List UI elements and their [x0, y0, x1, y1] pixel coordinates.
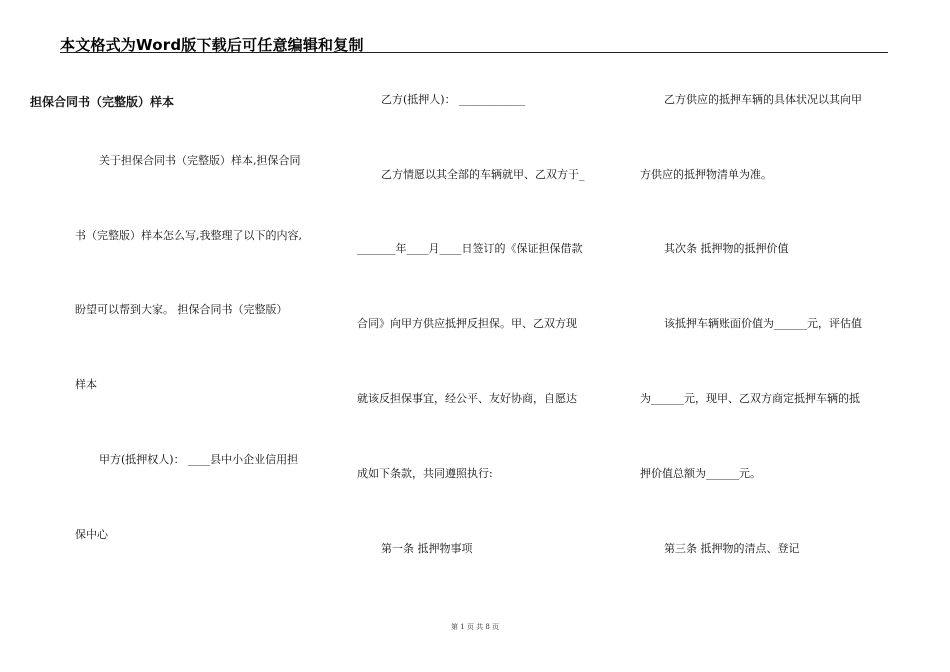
text-column-3 [640, 0, 898, 640]
paragraph-line: 书（完整版）样本怎么写,我整理了以下的内容, [75, 229, 302, 242]
page-number: 第 1 页 共 8 页 [450, 623, 500, 631]
paragraph-line: 方供应的抵押物清单为准。 [640, 168, 772, 181]
paragraph-line: 乙方(抵押人)： ____________ [381, 93, 526, 106]
paragraph-line: _______年____月____日签订的《保证担保借款 [357, 242, 583, 255]
paragraph-line: 乙方情愿以其全部的车辆就甲、乙双方于_ [381, 168, 585, 181]
paragraph-line: 合同》向甲方供应抵押反担保。甲、乙双方现 [357, 317, 577, 330]
text-column-2 [357, 0, 615, 640]
paragraph-line: 为______元，现甲、乙双方商定抵押车辆的抵 [640, 392, 860, 405]
header-title: 本文格式为Word版下载后可任意编辑和复制 [60, 36, 364, 54]
paragraph-line: 保中心 [75, 528, 108, 541]
paragraph-line: 样本 [75, 378, 97, 391]
paragraph-line: 押价值总额为______元。 [640, 467, 761, 480]
section-heading: 第一条 抵押物事项 [381, 542, 473, 555]
paragraph-line: 成如下条款，共同遵照执行: [357, 467, 493, 480]
section-heading: 第三条 抵押物的清点、登记 [664, 542, 800, 555]
paragraph-line: 乙方供应的抵押车辆的具体状况以其向甲 [664, 93, 862, 106]
paragraph-line: 关于担保合同书（完整版）样本,担保合同 [99, 154, 301, 167]
paragraph-line: 盼望可以帮到大家。 担保合同书（完整版） [75, 303, 288, 316]
paragraph-line: 就该反担保事宜，经公平、友好协商，自愿达 [357, 392, 577, 405]
text-column-1 [75, 0, 333, 640]
section-heading: 其次条 抵押物的抵押价值 [664, 242, 789, 255]
paragraph-line: 甲方(抵押权人)： ____县中小企业信用担 [99, 453, 299, 466]
document-title: 担保合同书（完整版）样本 [30, 95, 175, 109]
paragraph-line: 该抵押车辆账面价值为______元，评估值 [664, 317, 862, 330]
